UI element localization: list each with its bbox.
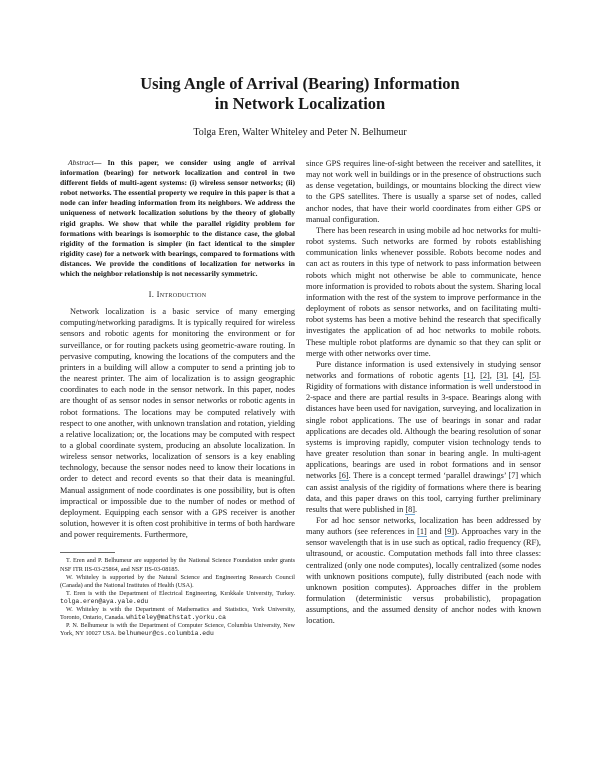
footnote-affiliation-eren [60,590,295,606]
footnote-rule [60,552,115,553]
text-run: and [426,527,445,537]
citation-link[interactable]: [9] [444,527,455,537]
citation-link[interactable]: [8] [405,504,415,514]
citation-link[interactable]: [1] [463,370,474,380]
section-heading [60,289,295,299]
author-list: Tolga Eren, Walter Whiteley and Peter N. Belhumeur [193,127,407,138]
section-numeral: I. [148,289,155,300]
citation-link[interactable]: [4] [512,370,523,380]
abstract-lead: Abstract [68,158,94,167]
affiliation-text: T. Eren is with the Department of Electrical Engineering, Kırıkkale University, Turkey. [66,589,295,597]
footnote-affiliation-belhumeur [60,622,295,638]
body-paragraph: There has been research in using mobile ad hoc networks for multi-robot systems. Such networks are formed by robots establishing communication links whenever possible. Robots become nodes and can act as routers in this type of network to pass information between robots which might not otherwise be able to communicate, hence more information is provided to robots about the system. Sharing local information with the rest of the system to improve performance in the deployment of robots as sensor networks, and on facilitating multi-robot systems has been a motive behind the research that specifically investigates the application of ad hoc networks to mobile robots. These multiple robot platforms are dynamic so that they can split or merge with other networks over time. [306,225,541,358]
text-run: , [473,370,481,380]
text-run: , [489,370,497,380]
affiliation-text: P. N. Belhumeur is with the Department of Computer Science, Columbia University, New York, NY 10027 USA. [60,622,295,638]
text-run: , [522,370,530,380]
email-link[interactable]: belhumeur@cs.columbia.edu [117,630,214,638]
footnote-affiliation-whiteley [60,606,295,622]
citation-link[interactable]: [2] [480,370,490,380]
paper-title [60,74,540,114]
affiliation-text: W. Whiteley is with the Department of Mathematics and Statistics, York University, Toronto, Ontario, Canada. [60,605,295,622]
footnote-funding-nserc: W. Whiteley is supported by the Natural Science and Engineering Research Council (Canada) and the National Institutes of Health (USA). [60,573,295,589]
abstract [60,158,295,279]
footnote-funding-nsf: T. Eren and P. Belhumeur are supported by the National Science Foundation under grants NSF ITR IIS-03-25864, and NSF IIS-03-08185. [60,557,295,573]
title-line-1: Using Angle of Arrival (Bearing) Information [140,74,460,93]
title-line-2: in Network Localization [214,94,386,113]
body-paragraph [306,515,541,627]
citation-link[interactable]: [5] [529,370,539,380]
body-paragraph: since GPS requires line-of-sight between the receiver and satellites, it may not work well in buildings or in the presence of obstructions such as dense vegetation, buildings, or mountains blocking the direct view to the GPS satellites. There is usually a sparse set of nodes, called anchor nodes, that have their world coordinates from either GPS or manual configuration. [306,159,541,224]
intro-paragraph: Network localization is a basic service of many emerging computing/networking paradigms. It is typically required for wireless sensors and robotic agents for monitoring the environment or for surveillance, or for routing packets using geometric-aware routing. In pervasive computing, knowing the locations of the computers and the printers in a building will allow a computer to send a printing job to the nearest printer. The aim of localization is to assign geographic coordinates to each node in the sensor network. In this paper, nodes are thought of as sensor nodes in sensor networks or robotic agents in robot formations. The locations may be computed relatively with respect to one another, with unknown translation and rotation, yielding a relative localization; or, the locations may be computed with respect to a global coordinate system, producing an absolute localization. In wireless sensor networks, localization of sensors is a key enabling technology, because the sensor nodes need to know their locations in order to detect and record events so that their data is meaningful. Manual assignment of node coordinates is one possibility, but is often impractical or impossible due to the number of nodes or method of deployment. Equipping each sensor with a GPS receiver is another solution, however it is often cost prohibitive in terms of both hardware and power requirements. Furthermore, [60,307,295,540]
body-paragraph [306,359,541,515]
citation-link[interactable]: [6] [338,471,349,481]
text-run: . [415,504,418,514]
email-link[interactable]: tolga.eren@aya.yale.edu [60,597,149,605]
citation-link[interactable]: [1] [417,527,427,537]
text-run: ). Approaches vary in the sensor wavelength that is in use such as optical, radio frequency (RF), ultrasound, or acoustic. Computation methods fall into three classes: centralized (only one node computes), locally centralized (some nodes with unknown positions compute), fully distributed (each node with unknown position computes). Approaches differ in the problem formulation (deterministic versus probabilistic), propagation assumptions, and the assumed density of anchor nodes with known location. [306,527,541,626]
text-run: . There is a concept termed ‘parallel drawings’ [7] which can assist analysis of the rigidity of formations where there is bearing data, and this paper draws on this tool, carrying further preliminary results that were published in [306,471,541,514]
email-link[interactable]: whiteley@mathstat.yorku.ca [126,614,226,622]
left-column [60,158,295,638]
right-column [306,158,541,627]
citation-link[interactable]: [3] [496,370,507,380]
section-title: Introduction [156,289,207,300]
text-run: Pure distance information is used extensively in studying sensor networks and formations of robotic agents [306,359,541,380]
text-run: , [506,370,513,380]
text-run: . Rigidity of formations with distance information is well understood in 2-space and there are partial results in 3-space. Bearings along with distances have been used for navigation, surveying, and localization in single robot applications. The use of bearings in sonar and radar applications are decades old. Although the bearing resolution of sonar systems is improving rapidly, computer vision technology tends to have greater resolution than sonar in bearing angle. In multi-agent applications, bearings are used in robot formations and in sensor networks [306,370,541,481]
abstract-text: — In this paper, we consider using angle of arrival information (bearing) for network localization and control in two different fields of multi-agent systems: (i) wireless sensor networks; (ii) robot networks. The essential property we require in this paper is that a node can infer heading information from its neighbors. We address the uniqueness of network localization solutions by the theory of globally rigid graphs. We show that while the parallel rigidity problem for formations with bearings is isomorphic to the distance case, the global rigidity of the formation is simpler (in fact identical to the simpler rigidity case) for a network with bearings, compared to formations with distances. We provide the conditions of localization for networks in which the neighbor relationship is not necessarily symmetric. [60,158,295,279]
text-run: For ad hoc sensor networks, localization has been addressed by many authors (see references in [306,516,541,537]
